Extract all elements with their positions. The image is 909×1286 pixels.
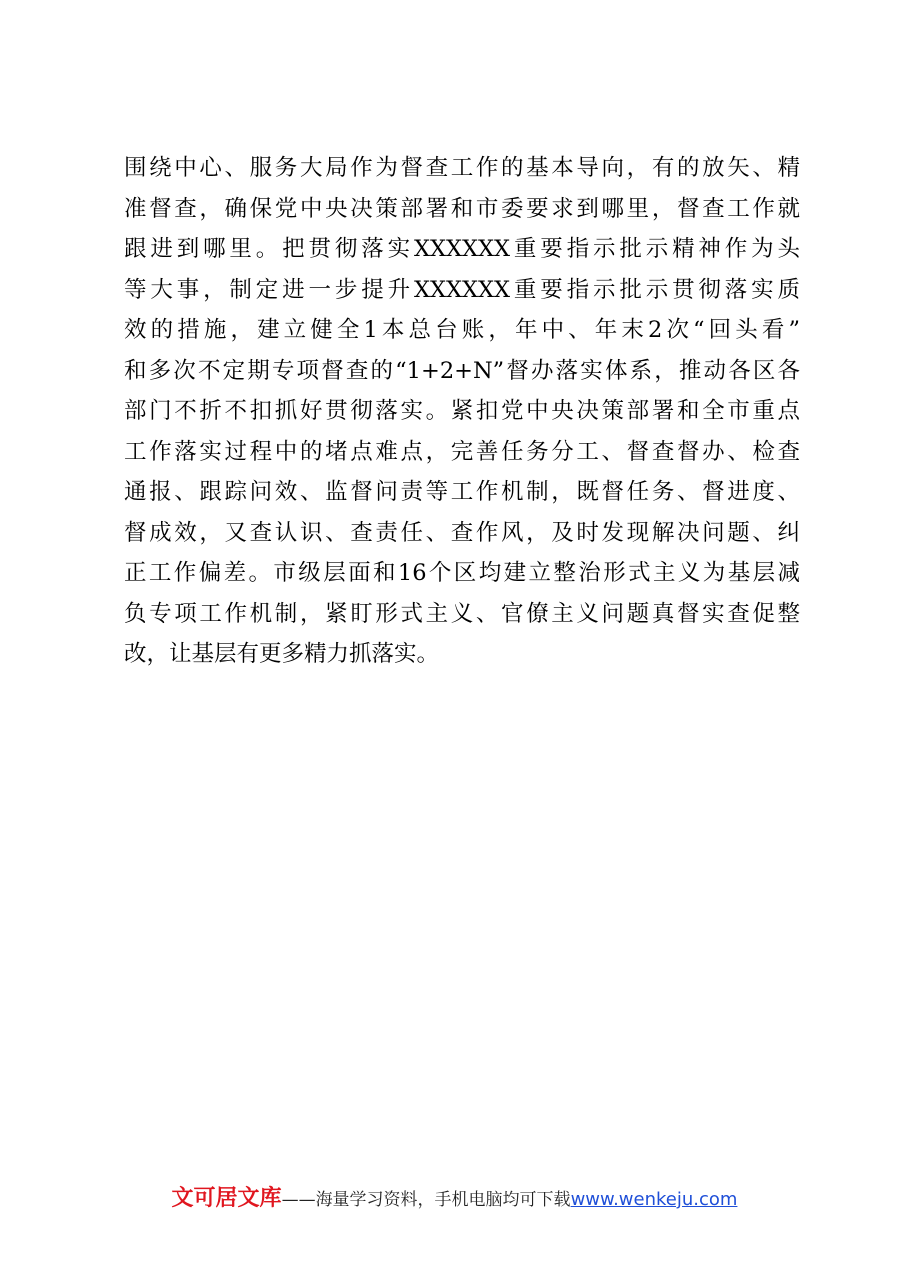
text-line-1: 围绕中心、服务大局作为督查工作的基本导向，有的放矢、精 [124,155,800,181]
text-line-9: 通报、跟踪问效、监督问责等工作机制，既督任务、督进度、 [124,479,800,505]
text-line-12: 负专项工作机制，紧盯形式主义、官僚主义问题真督实查促整 [124,600,800,627]
text-line-11: 正工作偏差。市级层面和16个区均建立整治形式主义为基层减 [124,560,800,586]
website-link[interactable]: www.wenkeju.com [570,1189,738,1210]
text-line-6: 和多次不定期专项督查的“1+2+N”督办落实体系，推动各区各 [124,357,800,384]
body-paragraph [124,148,800,675]
text-line-2: 准督查，确保党中央决策部署和市委要求到哪里，督查工作就 [124,195,800,222]
text-line-3: 跟进到哪里。把贯彻落实XXXXXX重要指示批示精神作为头 [124,236,800,262]
text-line-5: 效的措施，建立健全1本总台账，年中、年末2次“回头看” [124,317,800,343]
text-line-8: 工作落实过程中的堵点难点，完善任务分工、督查督办、检查 [124,438,800,465]
text-line-7: 部门不折不扣抓好贯彻落实。紧扣党中央决策部署和全市重点 [124,398,800,424]
footer-slogan: ——海量学习资料，手机电脑均可下载 [281,1190,571,1210]
text-line-4: 等大事，制定进一步提升XXXXXX重要指示批示贯彻落实质 [124,276,800,303]
text-line-13: 改，让基层有更多精力抓落实。 [124,641,440,667]
footer-banner [0,1181,909,1212]
text-line-10: 督成效，又查认识、查责任、查作风，及时发现解决问题、纠 [124,519,800,546]
brand-name: 文可居文库 [171,1186,282,1211]
